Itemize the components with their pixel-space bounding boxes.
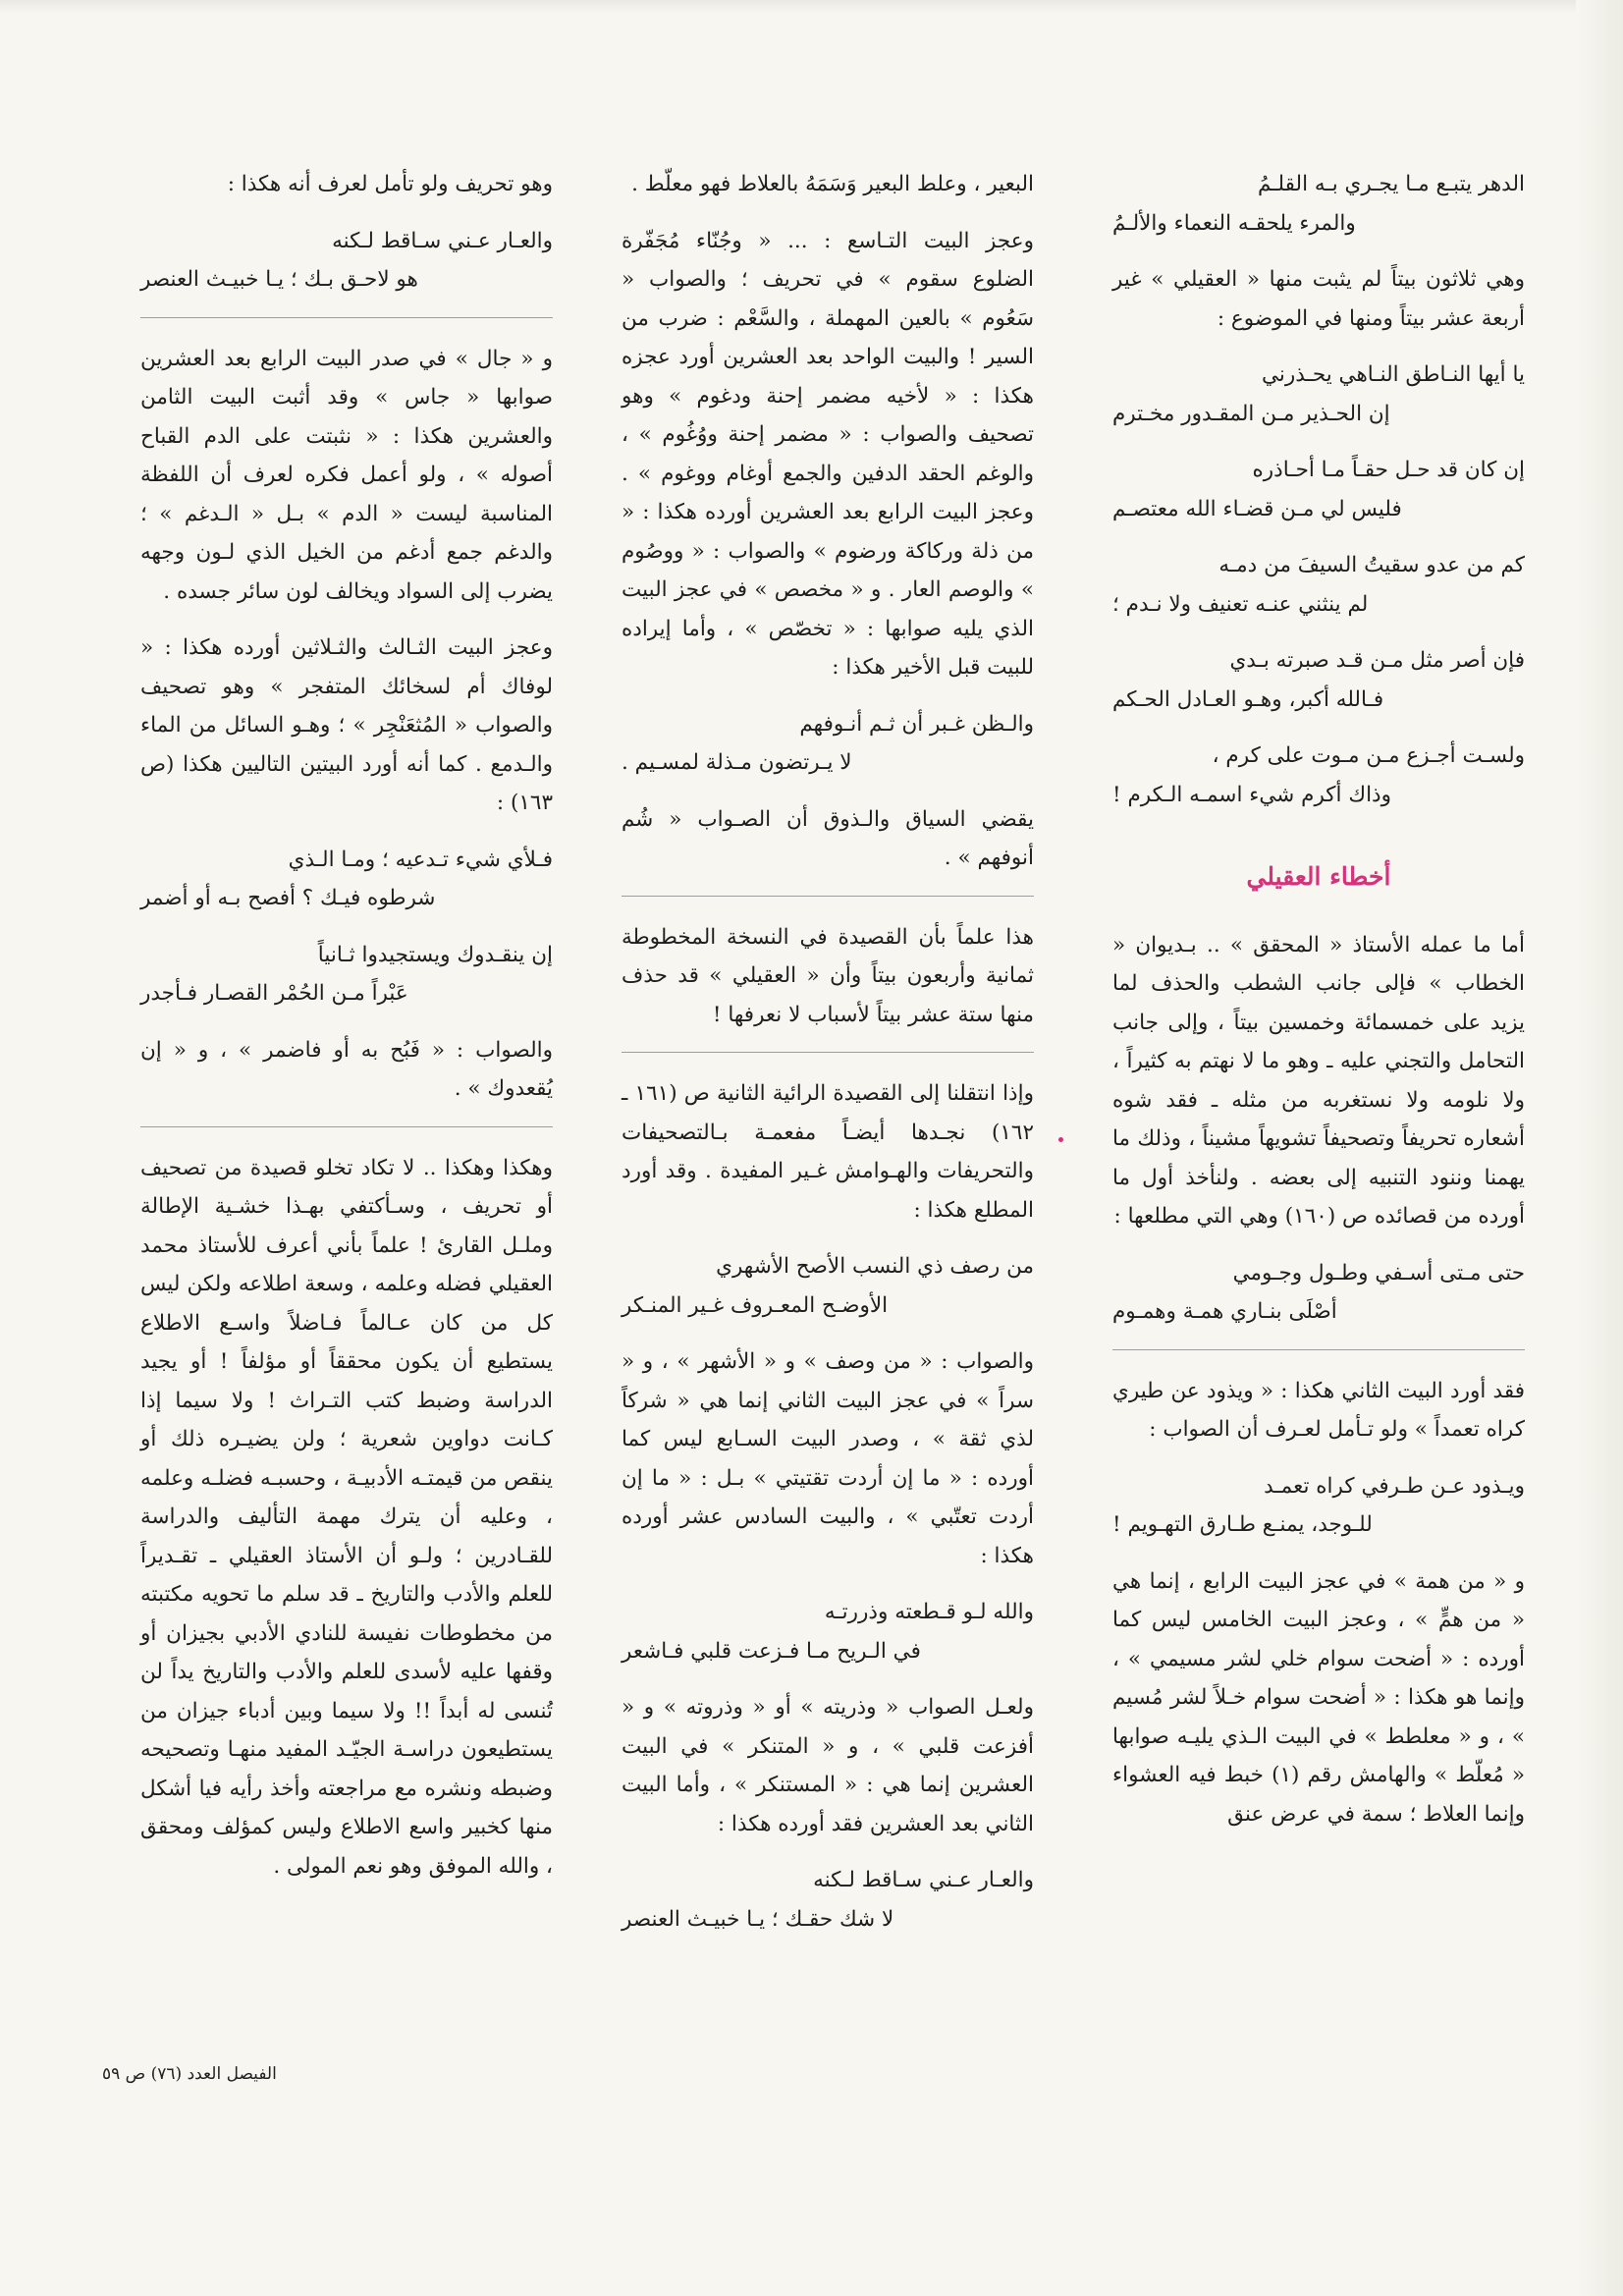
- verse-line: فليس لي مـن قضـاء الله معتصـم: [1112, 496, 1402, 521]
- verse-line: كم من عدو سقيتُ السيفَ من دمـه: [1218, 553, 1525, 577]
- verse-line: لا شك حقـك ؛ يـا خبيـث العنصر: [622, 1906, 894, 1932]
- verse: [1112, 451, 1525, 528]
- paragraph: أما ما عمله الأستاذ « المحقق » .. بـديوان « الخطاب » فإلى جانب الشطب والحذف لما يزيد على خمسمائة وخمسين بيتاً ، وإلى جانب التحامل والتجني عليه ـ وهو ما لا نهتم به كثيراً ، ولا نلومه ولا نستغربه من مثله ـ فقد شوه أشعاره تحريفاً وتصحيفاً تشويهاً مشيناً ، وذلك ما يهمنا وننود التنبيه إلى بعضه . ولنأخذ أول ما أورده من قصائده ص (١٦٠) وهي التي مطلعها :: [1112, 932, 1525, 1229]
- paragraph: و « من همة » في عجز البيت الرابع ، إنما هي « من همٍّ » ، وعجز البيت الخامس ليس كما أورده : « أضحت سوام خلي لشر مسيمي » ، وإنما هو هكذا : « أضحت سوام خـلاً لشر مُسيم » ، و « معلطط » في البيت الـذي يليـه صوابها « مُعلّط » والهامش رقم (١) خبط فيه العشواء وإنما العلاط ؛ سمة في عرض عنق: [1112, 1568, 1525, 1827]
- column-middle: [622, 165, 1034, 1956]
- verse: [1112, 1467, 1525, 1545]
- verse: [1112, 546, 1525, 624]
- paragraph: هذا علماً بأن القصيدة في النسخة المخطوطة ثمانية وأربعون بيتاً وأن « العقيلي » قد حذف منها ستة عشر بيتاً لأسباب لا نعرفها !: [622, 924, 1034, 1027]
- paragraph: وعجز البيت التـاسع : ... « وجُنّاء مُجَفّرة الضلوع سقوم » في تحريف ؛ والصواب « سَعُوم » بالعين المهملة ، والسَّعْم : ضرب من السير ! والبيت الواحد بعد العشرين أورد عجزه هكذا : « لأخيه مضمر إحنة ودغوم » وهو تصحيف والصواب : « مضمر إحنة ووُغُوم » ، والوغم الحقد الدفين والجمع أوغام ووغوم » . وعجز البيت الرابع بعد العشرين أورده هكذا : « من ذلة وركاكة ورضوم » والصواب : « ووصُوم » والوصم العار . و « مخصص » في عجز البيت الذي يليه صوابها : « تخصّص » ، وأما إيراده للبيت قبل الأخير هكذا :: [622, 228, 1034, 680]
- verse-line: وذاك أكرم شيء اسمـه الـكرم !: [1112, 782, 1392, 807]
- verse: [1112, 165, 1525, 243]
- verse-line: فإن أصر مثل مـن قـد صبرته بـدي: [1229, 648, 1525, 673]
- verse-line: إن كان قد حـل حقـاً مـا أحـاذره: [1252, 458, 1525, 482]
- verse-line: والمرء يلحقـه النعماء والألـمُ: [1112, 210, 1356, 236]
- paragraph: والصواب : « فَبُح به أو فاضمر » ، و « إن يُقعدوك » .: [140, 1037, 553, 1101]
- column-left: [140, 165, 553, 1903]
- paragraph: و « جال » في صدر البيت الرابع بعد العشرين صوابها « جاس » وقد أثبت البيت الثامن والعشرين هكذا : « نثبتت على الدم القباح أصوله » ، ولو أعمل فكره لعرف أن اللفظة المناسبة ليست « الدم » بـل « الـدغم » ؛ والدغم جمع أدغم من الخيل الذي لـون وجهه يضرب إلى السواد ويخالف لون سائر جسده .: [140, 346, 553, 604]
- verse-line: والله لـو قـطعته وذررتـه: [824, 1600, 1034, 1624]
- verse: [622, 1247, 1034, 1325]
- verse-line: للـوجد، يمنـع طـارق التهـويم !: [1112, 1512, 1373, 1537]
- verse-line: والـظن غـبر أن ثـم أنـوفهم: [799, 711, 1034, 737]
- verse: [1112, 641, 1525, 719]
- paragraph: وإذا انتقلنا إلى القصيدة الرائية الثانية ص (١٦١ ـ ١٦٢) نجـدها أيضـاً مفعمـة بـالتصحيفات والتحريفات والهـوامش غـير المفيدة . وقد أورد المطلع هكذا :: [622, 1081, 1034, 1223]
- verse: [140, 936, 553, 1013]
- verse-line: شرطوه فيـك ؟ أفصح بـه أو أضمر: [140, 886, 436, 910]
- verse: [1112, 737, 1525, 814]
- verse-line: إن ينقـدوك ويستجيدوا ثـانياً: [317, 942, 553, 967]
- verse-line: فـلأي شيء تـدعيه ؛ ومـا الـذي: [288, 847, 553, 872]
- verse-line: الدهر يتبـع مـا يجـري بـه القلـمُ: [1257, 172, 1525, 196]
- paragraph: وهكذا وهكذا .. لا تكاد تخلو قصيدة من تصحيف أو تحريف ، وسـأكتفي بهـذا خشـية الإطالة وملـل القارئ ! علماً بأني أعرف للأستاذ محمد العقيلي فضله وعلمه ، وسعة اطلاعه ولكن ليس كل من كان عـالماً فـاضلاً واسـع الاطلاع يستطيع أن يكون محققاً أو مؤلفاً ! أو يجيد الدراسة وضبط كتب التـراث ! ولا سيما إذا كـانت دواوين شعرية ؛ ولن يضيـره ذلك أو ينقص من قيمتـه الأدبيـة ، وحسبـه فضلـه وعلمه ، وعليه أن يترك مهمة التأليف والدراسة للقـادرين ؛ ولـو أن الأستاذ العقيلي ـ تقـديراً للعلم والأدب والتاريخ ـ قد سلم ما تحويه مكتبته من مخطوطات نفيسة للنادي الأدبي بجيزان أو وقفها عليه لأسدى للعلم والأدب والتاريخ يداً لن تُنسى له أبداً !! ولا سيما وبين أدباء جيزان من يستطيعون دراسـة الجيّـد المفيد منهـا وتصحيحه وضبطه ونشره مع مراجعته وأخذ رأيه فيا أشكل منها كخبير واسع الاطلاع وليس كمؤلف ومحقق ، والله الموفق وهو نعم المولى .: [140, 1155, 553, 1879]
- verse-line: أصْلَى بنـاري همـة وهمـوم: [1112, 1299, 1337, 1324]
- paragraph: وهي ثلاثون بيتاً لم يثبت منها « العقيلي » غير أربعة عشر بيتاً ومنها في الموضوع :: [1112, 267, 1525, 331]
- page-right-edge: [1576, 0, 1623, 2296]
- divider: [140, 317, 553, 318]
- page-top-edge: [0, 0, 1623, 14]
- paragraph: يقضي السياق والـذوق أن الصـواب « شُم أنوفهم » .: [622, 806, 1034, 870]
- verse: [622, 705, 1034, 783]
- section-heading: أخطاء العقيلي: [1246, 862, 1391, 891]
- decorative-dot: [1058, 1137, 1063, 1142]
- paragraph: فقد أورد البيت الثاني هكذا : « ويذود عن طيري كراه تعمداً » ولو تـأمل لعـرف أن الصواب :: [1112, 1378, 1525, 1442]
- verse-line: حتى مـتى أسـفي وطـول وجـومي: [1232, 1260, 1525, 1285]
- verse: [140, 222, 553, 300]
- divider: [140, 1126, 553, 1127]
- verse-line: ولسـت أجـزع مـن مـوت على كرم ،: [1212, 743, 1525, 768]
- verse-line: ويـذود عـن طـرفي كراه تعمـد: [1264, 1473, 1525, 1499]
- verse-line: والعـار عـني سـاقط لـكنه: [332, 228, 553, 253]
- verse-line: فـالله أكبر، وهـو العـادل الحـكم: [1112, 686, 1384, 712]
- verse-line: الأوضـح المعـروف غـير المنـكر: [622, 1292, 889, 1318]
- verse-line: إن الحـذير مـن المقـدور مخـترم: [1112, 401, 1390, 426]
- verse: [1112, 355, 1525, 433]
- divider: [622, 1052, 1034, 1053]
- divider: [622, 896, 1034, 897]
- paragraph: وهو تحريف ولو تأمل لعرف أنه هكذا :: [227, 172, 553, 196]
- divider: [1112, 1349, 1525, 1350]
- verse-line: لم ينثني عنـه تعنيف ولا نـدم ؛: [1112, 591, 1369, 617]
- verse: [1112, 1254, 1525, 1332]
- paragraph: ولعـل الصواب « وذريته » أو « وذروته » و « أفزعت قلبي » ، و « المتنكر » في البيت العشرين إنما هي : « المستنكر » ، وأما البيت الثاني بعد العشرين فقد أورده هكذا :: [622, 1695, 1034, 1836]
- verse-line: والعـار عـني سـاقط لـكنه: [813, 1868, 1034, 1892]
- paragraph: البعير ، وعلط البعير وَسَمَهُ بالعلاط فهو معلّط .: [631, 172, 1034, 196]
- verse-line: هو لاحـق بـك ؛ يـا خبيـث العنصر: [140, 267, 418, 292]
- verse-line: من رصف ذي النسب الأصح الأشهري: [716, 1254, 1034, 1279]
- verse: [140, 841, 553, 918]
- paragraph: والصواب : « من وصف » و « الأشهر » ، و « سراً » في عجز البيت الثاني إنما هي « شركاً لذي ثقة » ، وصدر البيت السـابع ليس كما أورده : « ما إن أردت تقتيتي » بـل : « ما إن أردت تعتّبي » ، والبيت السادس عشر أورده هكذا :: [622, 1349, 1034, 1568]
- paragraph: وعجز البيت الثـالث والثـلاثين أورده هكذا : « لوفاك أم لسخائك المتفجر » وهو تصحيف والصواب « المُثعَنْجِر » ؛ وهـو السائل من الماء والـدمع . كما أنه أورد البيتين التاليين هكذا (ص ١٦٣) :: [140, 635, 553, 815]
- verse-line: عَبْراً مـن الحُمْر القصـار فـأجدر: [140, 981, 408, 1006]
- verse: [622, 1861, 1034, 1939]
- verse: [622, 1593, 1034, 1670]
- verse-line: لا يـرتضون مـذلة لمسـيم .: [622, 750, 852, 775]
- column-right: [1112, 165, 1525, 1851]
- page-footer: الفيصل العدد (٧٦) ص ٥٩: [102, 2064, 277, 2084]
- verse-line: في الـريح مـا فـزعت قلبي فـاشعر: [622, 1638, 921, 1664]
- verse-line: يا أيها النـاطق النـاهي يحـذرني: [1261, 362, 1525, 387]
